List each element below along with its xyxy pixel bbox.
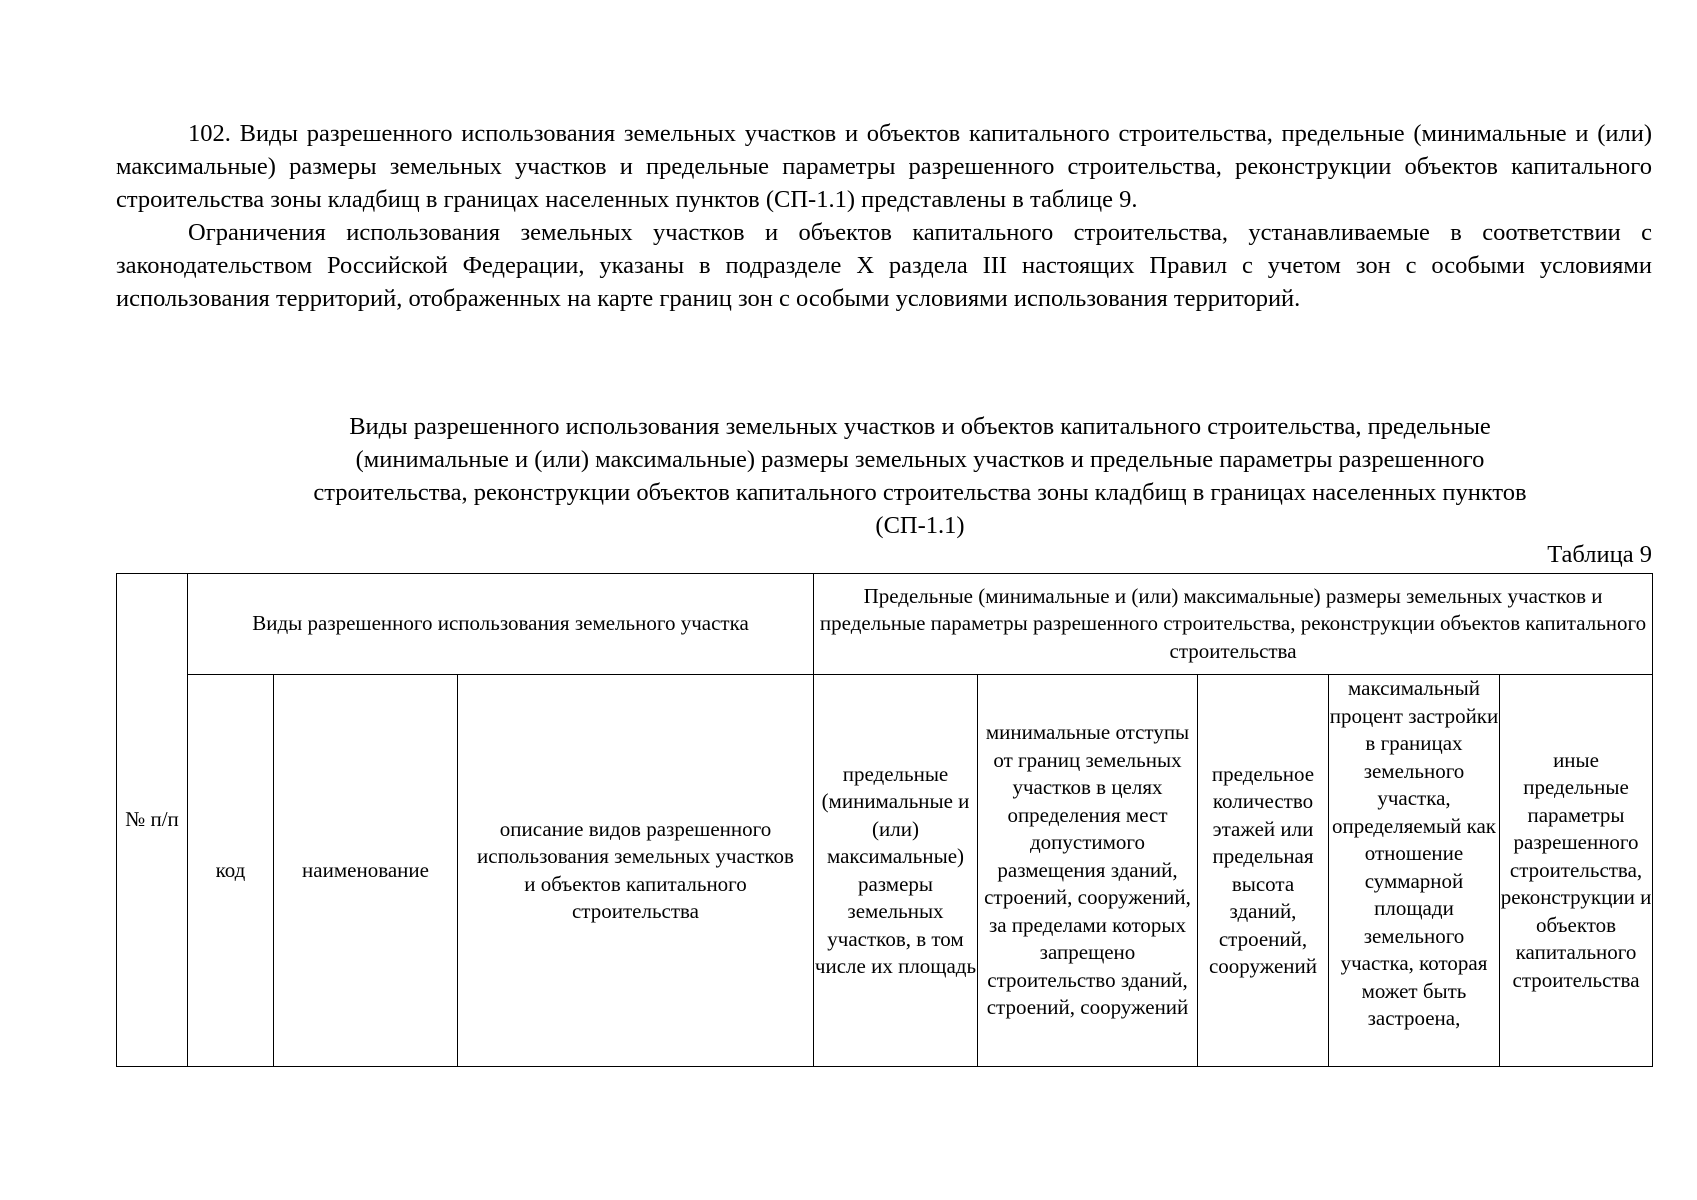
header-setbacks: минимальные отступы от границ земельных участков в целях определения мест допустимого размещения зданий, строений, сооружений, за пределами которых запрещено строительство зданий, строений, сооружений bbox=[978, 675, 1198, 1067]
header-other: иные предельные параметры разрешенного строительства, реконструкции и объектов капитального строительства bbox=[1500, 675, 1653, 1067]
table-header-row-1 bbox=[117, 574, 1653, 675]
paragraph-restrictions: Ограничения использования земельных участков и объектов капитального строительства, устанавливаемые в соответствии с законодательством Российской Федерации, указаны в подразделе X раздела III настоящих Правил с учетом зон с особыми условиями использования территорий, отображенных на карте границ зон с особыми условиями использования территорий. bbox=[116, 219, 1652, 312]
paragraph-102: 102. Виды разрешенного использования земельных участков и объектов капитального строительства, предельные (минимальные и (или) максимальные) размеры земельных участков и предельные параметры разрешенного строительства, реконструкции объектов капитального строительства зоны кладбищ в границах населенных пунктов (СП-1.1) представлены в таблице 9. bbox=[116, 120, 1652, 213]
header-plot-size: предельные (минимальные и (или) максимальные) размеры земельных участков, в том числе их площадь bbox=[814, 675, 978, 1067]
table-title-line: Виды разрешенного использования земельных участков и объектов капитального строительства, предельные bbox=[349, 413, 1491, 440]
table-header-row-2 bbox=[117, 675, 1653, 1067]
table-title bbox=[200, 410, 1640, 542]
table-9 bbox=[116, 573, 1653, 1067]
header-floors: предельное количество этажей или предельная высота зданий, строений, сооружений bbox=[1198, 675, 1329, 1067]
header-description: описание видов разрешенного использования земельных участков и объектов капитального строительства bbox=[458, 675, 814, 1067]
table-title-line: строительства, реконструкции объектов капитального строительства зоны кладбищ в границах населенных пунктов bbox=[313, 479, 1527, 506]
intro-text bbox=[116, 117, 1652, 315]
header-number: № п/п bbox=[117, 574, 188, 1067]
header-name: наименование bbox=[274, 675, 458, 1067]
table-title-line: (СП-1.1) bbox=[875, 512, 965, 539]
table-number: Таблица 9 bbox=[1547, 541, 1652, 568]
header-code: код bbox=[188, 675, 274, 1067]
header-limits: Предельные (минимальные и (или) максимальные) размеры земельных участков и предельные параметры разрешенного строительства, реконструкции объектов капитального строительства bbox=[814, 574, 1653, 675]
header-coverage: максимальный процент застройки в границах земельного участка, определяемый как отношение суммарной площади земельного участка, которая может быть застроена, bbox=[1329, 675, 1500, 1067]
table-title-line: (минимальные и (или) максимальные) размеры земельных участков и предельные параметры разрешенного bbox=[355, 446, 1485, 473]
header-use-types: Виды разрешенного использования земельного участка bbox=[188, 574, 814, 675]
